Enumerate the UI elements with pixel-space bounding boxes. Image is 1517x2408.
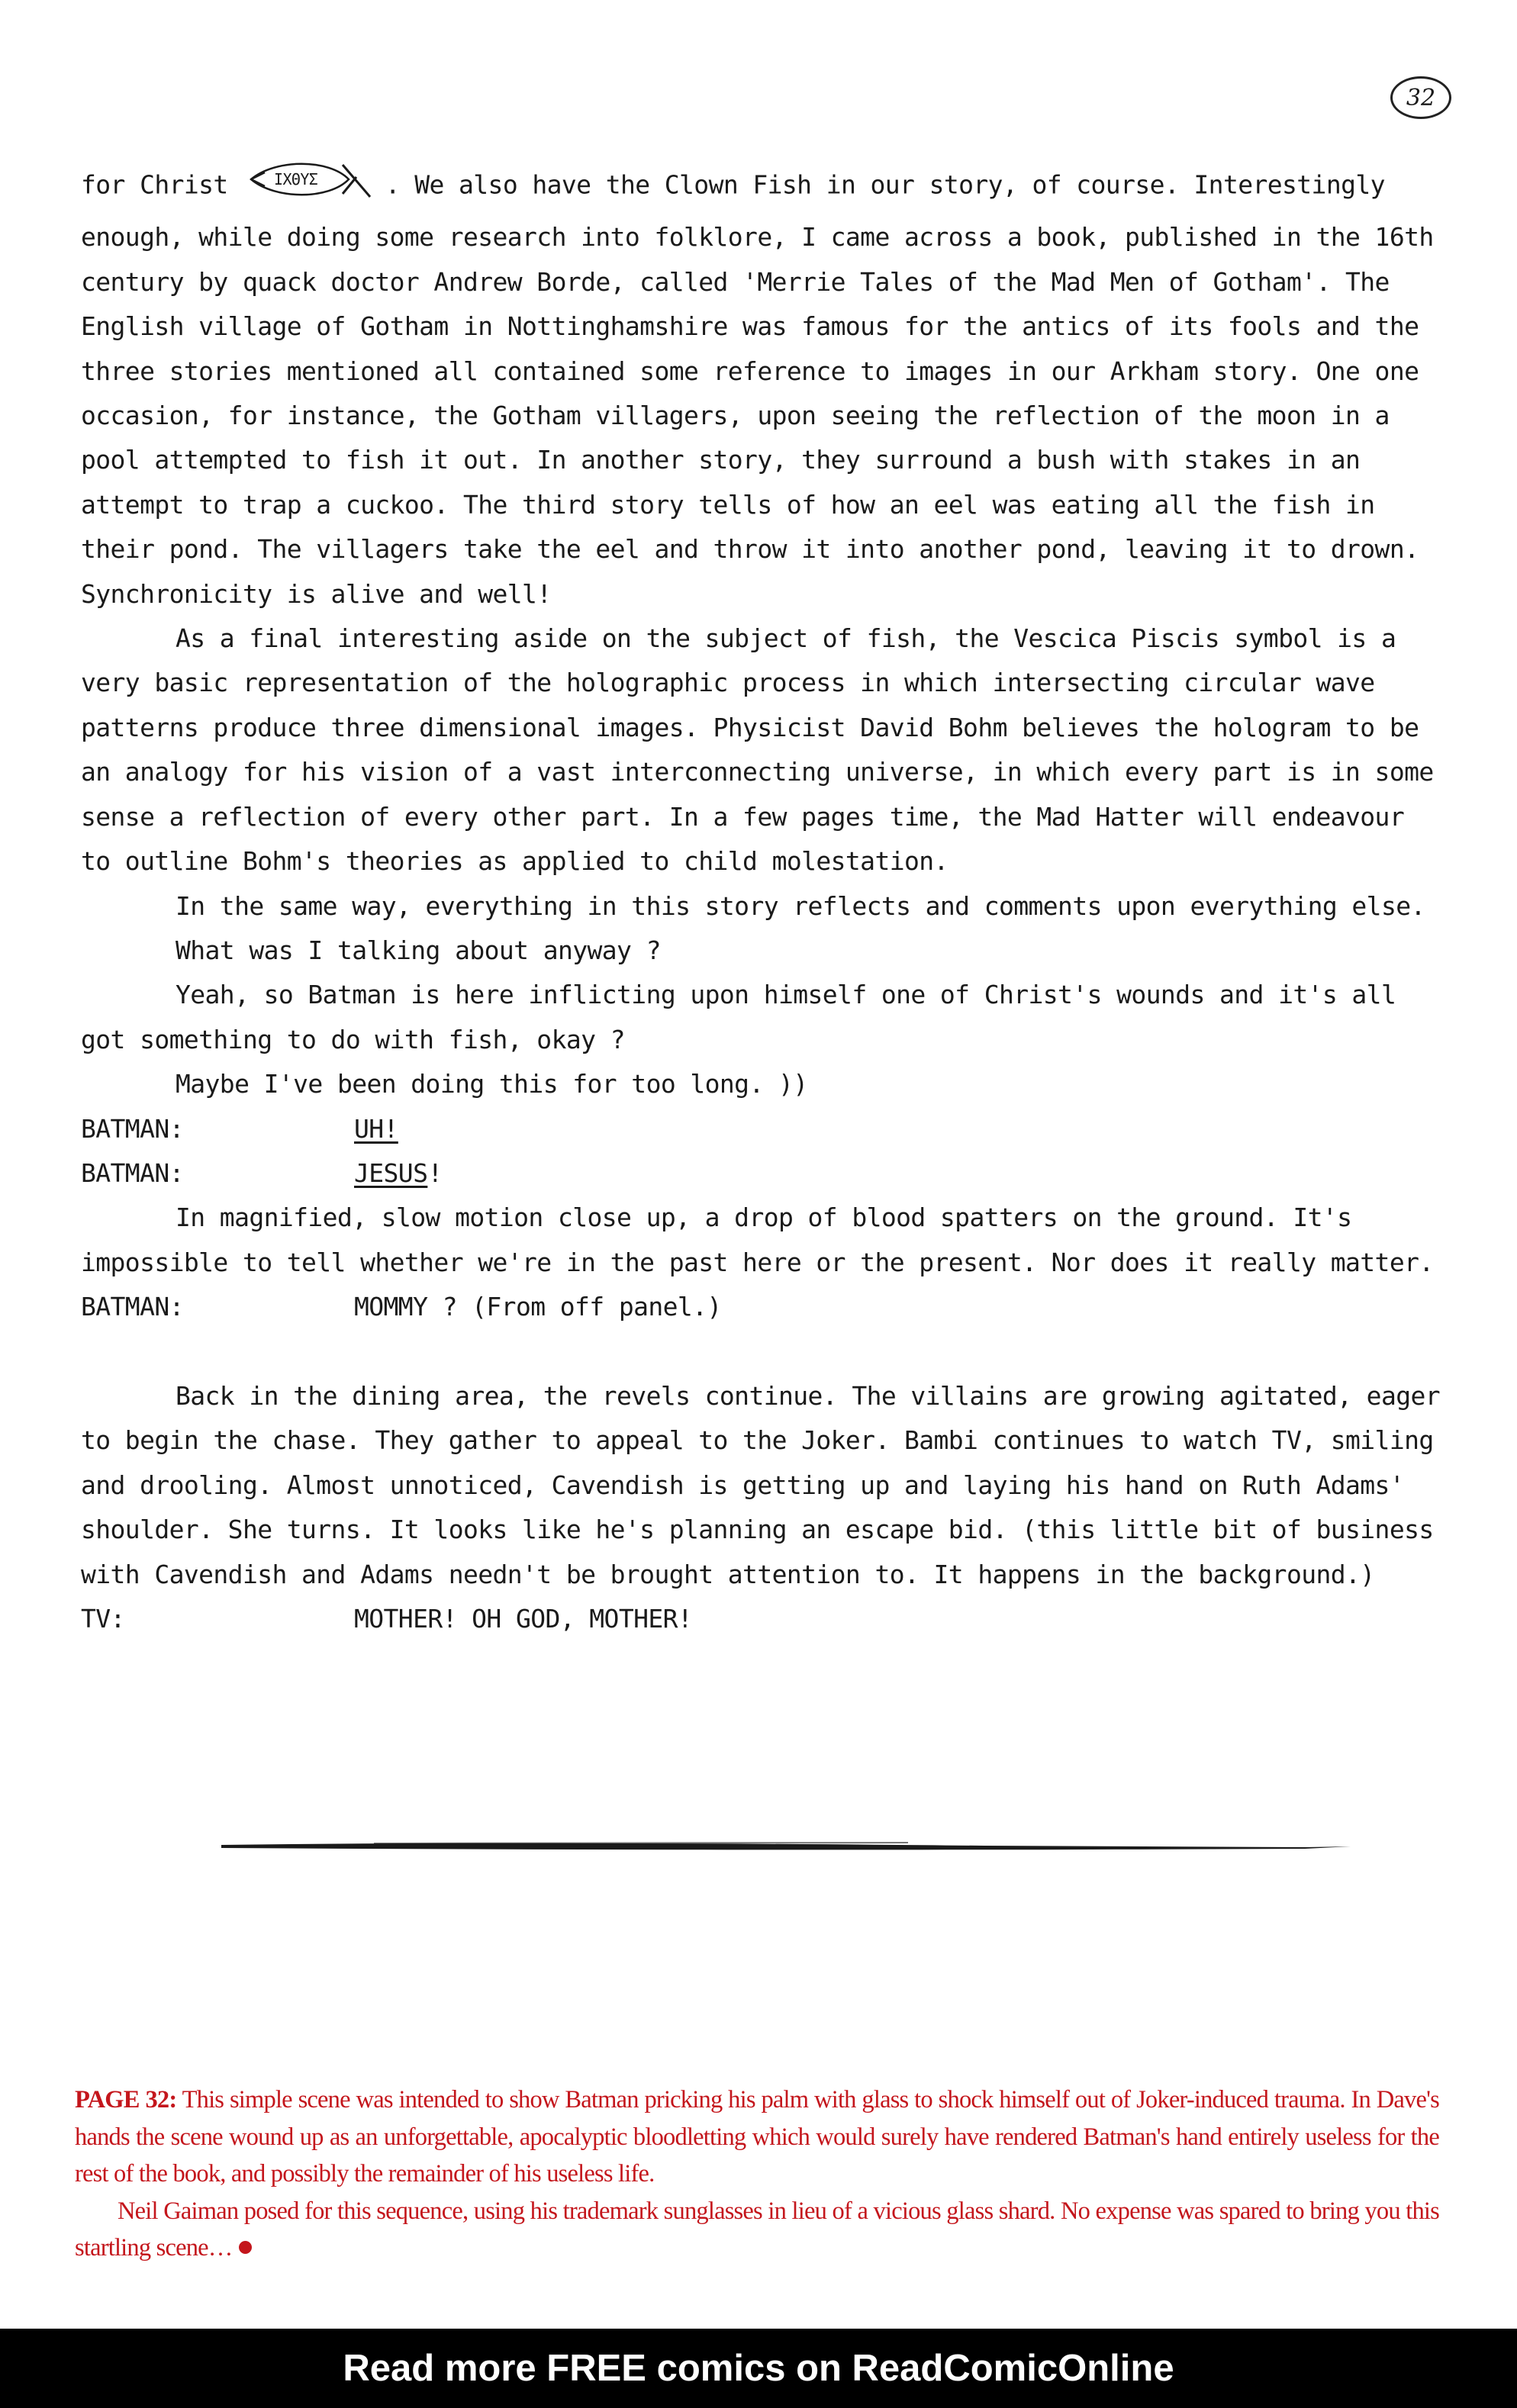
dialog-line-2: [81, 1151, 1447, 1196]
dialog-line-1: [81, 1107, 1447, 1151]
commentary-paragraph-2: [75, 2193, 1439, 2267]
ichthys-text: IXΘYΣ: [273, 170, 317, 188]
page-number-text: 32: [1406, 84, 1436, 111]
blank-line: [81, 1330, 1447, 1374]
dialog-text: UH!: [354, 1113, 398, 1144]
speaker-label: BATMAN:: [81, 1157, 184, 1188]
speaker-label: BATMAN:: [81, 1113, 184, 1144]
p1-after-symbol: . We also have the Clown Fish in our story, of course. Interestingly enough, while doing some research into folklore, I came across a book, published in the 16th century by quack doctor Andrew Borde, called 'Merrie Tales of the Mad Men of Gotham'. The English village of Gotham in Nottinghamshire was famous for the antics of its fools and the three stories mentioned all contained some reference to images in our Arkham story. One one occasion, for instance, the Gotham villagers, upon seeing the reflection of the moon in a pool attempted to fish it out. In another story, they surround a bush with stakes in an attempt to trap a cuckoo. The third story tells of how an eel was eating all the fish in their pond. The villagers take the eel and throw it into another pond, leaving it to drown. Synchronicity is alive and well!: [81, 169, 1434, 609]
script-paragraph-4: What was I talking about anyway ?: [176, 935, 661, 965]
dialog-text-underlined: JESUS: [354, 1157, 428, 1188]
commentary-label: PAGE 32:: [75, 2086, 177, 2113]
commentary-paragraph-1: [75, 2081, 1439, 2193]
promo-banner-text[interactable]: Read more FREE comics on ReadComicOnline: [343, 2348, 1174, 2389]
script-paragraph-3: In the same way, everything in this story reflects and comments upon everything else.: [176, 890, 1425, 921]
brush-divider: [221, 1839, 1351, 1854]
script-paragraph-1: [81, 157, 1447, 616]
commentary-text-1: This simple scene was intended to show Batman pricking his palm with glass to shock himself out of Joker-induced trauma. In Dave's hands the scene wound up as an unforgettable, apocalyptic bloodletting which would surely have rendered Batman's hand entirely useless for the rest of the book, and possibly the remainder of his useless life.: [75, 2086, 1439, 2187]
script-paragraph-2: As a final interesting aside on the subject of fish, the Vescica Piscis symbol is a very basic representation of the holographic process in which intersecting circular wave patterns produce three dimensional images. Physicist David Bohm believes the hologram to be an analogy for his vision of a vast interconnecting universe, in which every part is in some sense a reflection of every other part. In a few pages time, the Mad Hatter will endeavour to outline Bohm's theories as applied to child molestation.: [81, 623, 1434, 877]
dialog-text: MOMMY ? (From off panel.): [354, 1292, 722, 1322]
editor-commentary: [75, 2081, 1439, 2267]
page-number: [1390, 76, 1451, 119]
dialog-text: MOTHER! OH GOD, MOTHER!: [354, 1603, 693, 1634]
speaker-label: BATMAN:: [81, 1292, 184, 1322]
script-paragraph-5: Yeah, so Batman is here inflicting upon himself one of Christ's wounds and it's all got something to do with fish, okay ?: [81, 980, 1396, 1054]
p1-before-symbol: for Christ: [81, 169, 228, 200]
bullet-dot-icon: [239, 2241, 252, 2254]
script-body: [81, 157, 1447, 1641]
ichthys-fish-icon: [245, 157, 375, 215]
dialog-line-4: [81, 1597, 1447, 1641]
dialog-text-end: !: [427, 1157, 443, 1188]
speaker-label: TV:: [81, 1603, 125, 1634]
script-paragraph-8: Back in the dining area, the revels continue. The villains are growing agitated, eager to begin the chase. They gather to appeal to the Joker. Bambi continues to watch TV, smiling and drooling. Almost unnoticed, Cavendish is getting up and laying his hand on Ruth Adams' shoulder. She turns. It looks like he's planning an escape bid. (this little bit of business with Cavendish and Adams needn't be brought attention to. It happens in the background.): [81, 1380, 1441, 1589]
promo-banner[interactable]: [0, 2329, 1517, 2408]
commentary-text-2: Neil Gaiman posed for this sequence, using his trademark sunglasses in lieu of a vicious glass shard. No expense was spared to bring you this startling scene…: [75, 2197, 1439, 2262]
script-paragraph-6: Maybe I've been doing this for too long. )): [176, 1069, 808, 1099]
dialog-line-3: [81, 1285, 1447, 1329]
script-paragraph-7: In magnified, slow motion close up, a drop of blood spatters on the ground. It's impossible to tell whether we're in the past here or the present. Nor does it really matter.: [81, 1202, 1434, 1277]
